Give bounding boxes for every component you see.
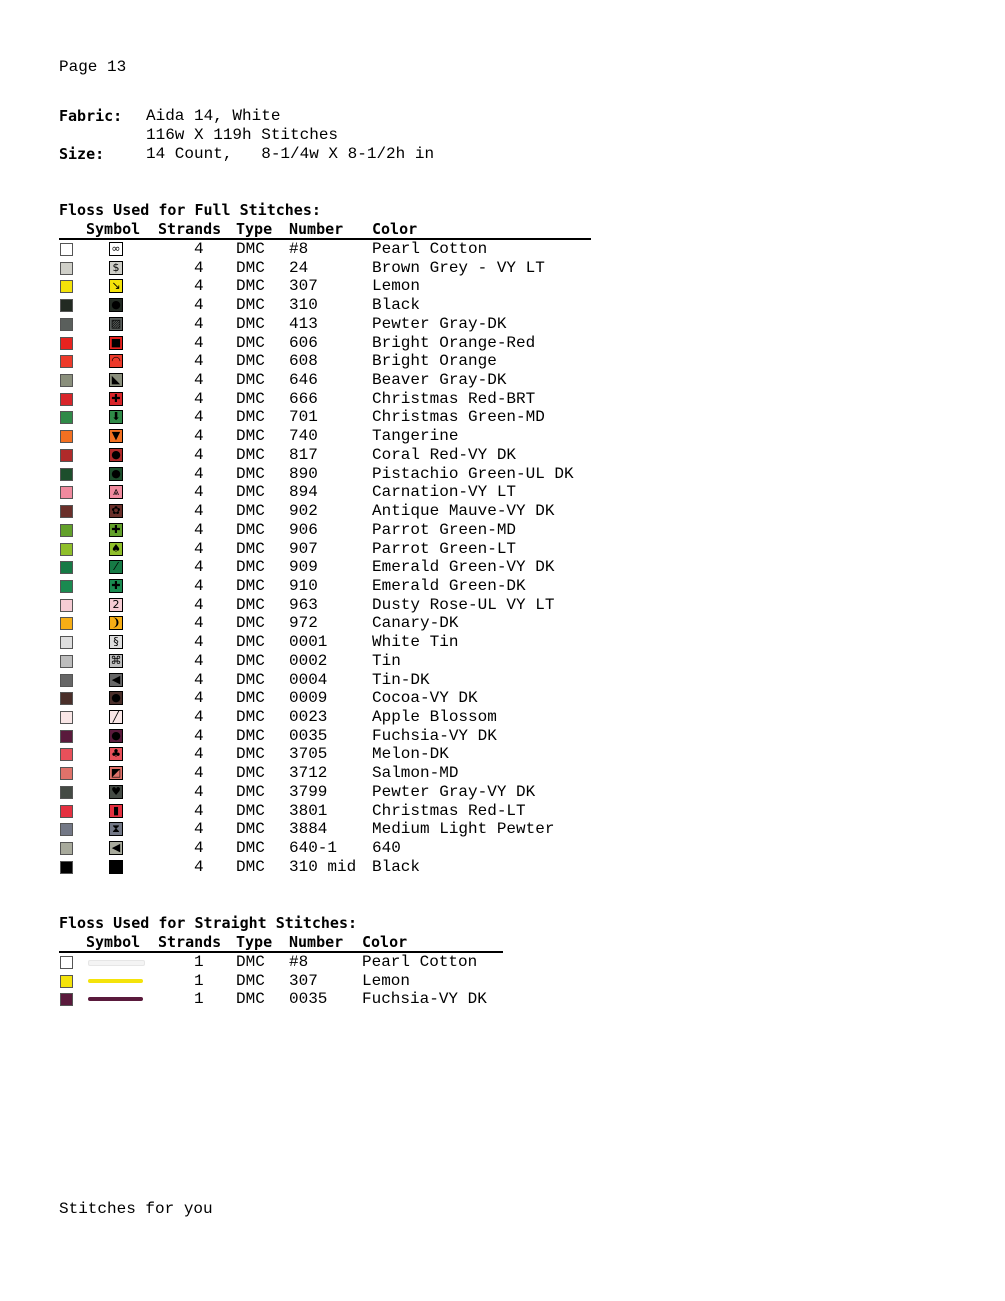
type-cell: DMC (236, 614, 265, 633)
stitch-line-sample (88, 960, 145, 966)
number-cell: 307 (289, 277, 318, 296)
table-row (0, 390, 1005, 409)
header-number: Number (289, 933, 344, 951)
type-cell: DMC (236, 708, 265, 726)
strands-cell: 4 (194, 764, 204, 783)
number-cell: 0004 (289, 670, 328, 689)
stitch-symbol-icon: ● (109, 729, 123, 743)
number-cell: 3712 (289, 764, 328, 783)
strands-cell: 4 (194, 408, 204, 427)
number-cell: 0009 (289, 689, 328, 708)
color-swatch (60, 692, 73, 705)
number-cell: 963 (289, 595, 318, 614)
footer-text: Stitches for you (59, 1200, 213, 1218)
stitch-symbol-icon: ↘ (109, 279, 123, 293)
color-name-cell: Bright Orange-Red (372, 333, 536, 352)
strands-cell: 4 (194, 801, 204, 820)
type-cell: DMC (236, 333, 265, 352)
color-swatch (60, 674, 73, 687)
strands-cell: 4 (194, 277, 204, 296)
color-swatch (60, 655, 73, 668)
color-name-cell: Parrot Green-LT (372, 539, 517, 558)
strands-cell: 4 (194, 258, 204, 277)
number-cell: 972 (289, 614, 318, 633)
number-cell: 646 (289, 371, 318, 390)
type-cell: DMC (236, 427, 265, 446)
stitch-line-sample (88, 997, 143, 1001)
type-cell: DMC (236, 651, 265, 670)
color-name-cell: Black (372, 296, 421, 315)
number-cell: 24 (289, 258, 309, 277)
strands-cell: 4 (194, 670, 204, 689)
type-cell: DMC (236, 745, 265, 764)
number-cell: 817 (289, 445, 318, 464)
color-name-cell: 640 (372, 839, 401, 858)
color-name-cell: Lemon (372, 277, 421, 296)
number-cell: #8 (289, 953, 309, 971)
number-cell: 909 (289, 558, 318, 577)
stitch-symbol-icon: ■ (110, 335, 122, 349)
color-name-cell: Antique Mauve-VY DK (372, 502, 555, 521)
stitch-symbol-icon: ╱ (109, 710, 123, 724)
fabric-label: Fabric: (59, 107, 123, 125)
color-swatch (60, 337, 73, 350)
stitch-symbol-icon: ● (109, 691, 123, 705)
table-row (0, 259, 1005, 278)
color-name-cell: Emerald Green-VY DK (372, 558, 555, 577)
strands-cell: 4 (194, 651, 204, 670)
stitch-symbol-icon: ● (109, 298, 123, 312)
color-swatch (60, 599, 73, 612)
stitch-symbol-icon: ◀ (109, 841, 123, 855)
type-cell: DMC (236, 258, 265, 277)
number-cell: 0023 (289, 708, 328, 726)
strands-cell: 4 (194, 576, 204, 595)
strands-cell: 4 (194, 314, 204, 333)
header-type: Type (236, 933, 273, 951)
header-symbol: Symbol (86, 933, 141, 951)
straight-stitches-title: Floss Used for Straight Stitches: (59, 914, 358, 932)
color-swatch (60, 805, 73, 818)
type-cell: DMC (236, 502, 265, 521)
color-swatch (60, 767, 73, 780)
color-name-cell: Black (372, 857, 421, 876)
color-swatch (60, 486, 73, 499)
size-value: 14 Count, 8-1/4w X 8-1/2h in (146, 145, 435, 163)
strands-cell: 4 (194, 352, 204, 371)
color-swatch (60, 711, 73, 724)
type-cell: DMC (236, 782, 265, 801)
stitch-symbol-icon: ▮ (109, 804, 123, 818)
strands-cell: 4 (194, 333, 204, 352)
type-cell: DMC (236, 839, 265, 858)
color-swatch (60, 823, 73, 836)
header-symbol: Symbol (86, 220, 141, 238)
table-row (0, 671, 1005, 690)
stitch-symbol-icon: ✿ (109, 504, 123, 518)
color-name-cell: Tin-DK (372, 670, 430, 689)
number-cell: 0035 (289, 726, 328, 745)
color-swatch (60, 543, 73, 556)
number-cell: 0035 (289, 990, 328, 1009)
strands-cell: 4 (194, 745, 204, 764)
table-row (0, 540, 1005, 559)
table-row (0, 783, 1005, 802)
number-cell: 907 (289, 539, 318, 558)
type-cell: DMC (236, 445, 265, 464)
stitch-symbol-icon: ▼ (109, 429, 123, 443)
table-row (0, 427, 1005, 446)
color-name-cell: Fuchsia-VY DK (362, 990, 487, 1009)
table-row (0, 820, 1005, 839)
table-row (0, 446, 1005, 465)
stitch-symbol-icon: ◣ (109, 373, 123, 387)
strands-cell: 4 (194, 839, 204, 858)
type-cell: DMC (236, 296, 265, 315)
number-cell: 640-1 (289, 839, 338, 858)
stitch-symbol-icon: ● (109, 448, 123, 462)
color-name-cell: Emerald Green-DK (372, 576, 526, 595)
number-cell: 894 (289, 483, 318, 502)
table-row (0, 614, 1005, 633)
type-cell: DMC (236, 801, 265, 820)
number-cell: 902 (289, 502, 318, 521)
stitch-symbol-icon: ♠ (109, 542, 123, 556)
type-cell: DMC (236, 990, 265, 1009)
strands-cell: 4 (194, 726, 204, 745)
strands-cell: 4 (194, 371, 204, 390)
type-cell: DMC (236, 389, 265, 408)
type-cell: DMC (236, 408, 265, 427)
type-cell: DMC (236, 314, 265, 333)
color-swatch (60, 580, 73, 593)
type-cell: DMC (236, 240, 265, 258)
number-cell: 310 (289, 296, 318, 315)
table-row (0, 521, 1005, 540)
number-cell: 608 (289, 352, 318, 371)
number-cell: 3801 (289, 801, 328, 820)
strands-cell: 4 (194, 520, 204, 539)
table-row (0, 764, 1005, 783)
color-swatch (60, 393, 73, 406)
table-row (0, 839, 1005, 858)
strands-cell: 4 (194, 857, 204, 876)
color-swatch (60, 617, 73, 630)
stitch-symbol-icon: ▨ (110, 316, 122, 330)
color-swatch (60, 524, 73, 537)
number-cell: 906 (289, 520, 318, 539)
color-swatch (60, 430, 73, 443)
type-cell: DMC (236, 352, 265, 371)
color-swatch (60, 975, 73, 988)
number-cell: 0002 (289, 651, 328, 670)
table-row (0, 689, 1005, 708)
table-row (0, 708, 1005, 727)
header-strands: Strands (158, 933, 222, 951)
color-name-cell: Brown Grey - VY LT (372, 258, 545, 277)
header-number: Number (289, 220, 344, 238)
stitch-symbol-icon: ● (109, 467, 123, 481)
number-cell: 666 (289, 389, 318, 408)
color-name-cell: Pewter Gray-DK (372, 314, 507, 333)
stitch-symbol-icon: ◠ (109, 354, 123, 368)
strands-cell: 1 (194, 990, 204, 1009)
type-cell: DMC (236, 971, 265, 990)
number-cell: 3884 (289, 820, 328, 839)
strands-cell: 4 (194, 389, 204, 408)
type-cell: DMC (236, 689, 265, 708)
color-name-cell: Pistachio Green-UL DK (372, 464, 574, 483)
color-swatch (60, 748, 73, 761)
table-row (0, 408, 1005, 427)
stitch-symbol-icon: ⧗ (109, 822, 123, 836)
stitch-symbol-icon: ♥ (109, 785, 123, 799)
number-cell: 740 (289, 427, 318, 446)
table-row (0, 465, 1005, 484)
stitch-symbol-icon: ◀ (109, 673, 123, 687)
number-cell: 910 (289, 576, 318, 595)
strands-cell: 4 (194, 614, 204, 633)
number-cell: 413 (289, 314, 318, 333)
type-cell: DMC (236, 558, 265, 577)
stitch-symbol-icon: ⬇ (109, 410, 123, 424)
table-row (0, 483, 1005, 502)
header-color: Color (362, 933, 408, 951)
table-row (0, 577, 1005, 596)
color-swatch (60, 842, 73, 855)
table-row (0, 240, 1005, 259)
table-row (0, 296, 1005, 315)
type-cell: DMC (236, 857, 265, 876)
type-cell: DMC (236, 464, 265, 483)
color-name-cell: Tangerine (372, 427, 459, 446)
strands-cell: 1 (194, 953, 204, 971)
number-cell: 0001 (289, 633, 328, 652)
table-row (0, 953, 1005, 972)
color-name-cell: Bright Orange (372, 352, 497, 371)
stitch-symbol-icon: ✚ (109, 392, 123, 406)
color-swatch (60, 561, 73, 574)
type-cell: DMC (236, 764, 265, 783)
color-swatch (60, 861, 73, 874)
color-name-cell: Beaver Gray-DK (372, 371, 507, 390)
color-name-cell: Christmas Green-MD (372, 408, 545, 427)
table-row (0, 277, 1005, 296)
type-cell: DMC (236, 576, 265, 595)
number-cell: 701 (289, 408, 318, 427)
strands-cell: 4 (194, 820, 204, 839)
stitch-symbol-icon: ♣ (109, 747, 123, 761)
number-cell: 3799 (289, 782, 328, 801)
strands-cell: 4 (194, 539, 204, 558)
strands-cell: 4 (194, 633, 204, 652)
color-name-cell: Pearl Cotton (372, 240, 488, 258)
header-strands: Strands (158, 220, 222, 238)
stitch-symbol-icon: 2 (109, 598, 123, 612)
table-row (0, 727, 1005, 746)
fabric-stitches: 116w X 119h Stitches (146, 126, 339, 144)
stitch-symbol-icon: ∞ (109, 242, 123, 256)
color-name-cell: Dusty Rose-UL VY LT (372, 595, 555, 614)
color-name-cell: Cocoa-VY DK (372, 689, 478, 708)
type-cell: DMC (236, 520, 265, 539)
color-swatch (60, 318, 73, 331)
color-name-cell: Pewter Gray-VY DK (372, 782, 536, 801)
strands-cell: 4 (194, 464, 204, 483)
color-name-cell: Melon-DK (372, 745, 449, 764)
stitch-symbol-icon: ❩ (109, 616, 123, 630)
full-stitches-title: Floss Used for Full Stitches: (59, 201, 321, 219)
stitch-symbol-icon: ✚ (109, 523, 123, 537)
strands-cell: 4 (194, 708, 204, 726)
header-type: Type (236, 220, 273, 238)
color-name-cell: Parrot Green-MD (372, 520, 517, 539)
type-cell: DMC (236, 371, 265, 390)
color-name-cell: Christmas Red-LT (372, 801, 526, 820)
strands-cell: 4 (194, 427, 204, 446)
stitch-line-sample (88, 979, 143, 983)
stitch-symbol-icon: $ (109, 261, 123, 275)
color-swatch (60, 468, 73, 481)
color-name-cell: Apple Blossom (372, 708, 497, 726)
color-name-cell: Medium Light Pewter (372, 820, 555, 839)
table-row (0, 652, 1005, 671)
color-swatch (60, 411, 73, 424)
table-row (0, 315, 1005, 334)
color-name-cell: Carnation-VY LT (372, 483, 517, 502)
color-swatch (60, 243, 73, 256)
stitch-symbol-icon: ⩓ (109, 485, 123, 499)
color-name-cell: Salmon-MD (372, 764, 459, 783)
color-name-cell: Tin (372, 651, 401, 670)
table-row (0, 596, 1005, 615)
page-label: Page 13 (59, 58, 127, 76)
number-cell: 890 (289, 464, 318, 483)
number-cell: 3705 (289, 745, 328, 764)
table-row (0, 502, 1005, 521)
color-name-cell: Coral Red-VY DK (372, 445, 517, 464)
strands-cell: 4 (194, 689, 204, 708)
stitch-symbol-icon: ⌘ (110, 653, 122, 667)
number-cell: 606 (289, 333, 318, 352)
strands-cell: 4 (194, 558, 204, 577)
type-cell: DMC (236, 483, 265, 502)
color-name-cell: Lemon (362, 971, 411, 990)
table-row (0, 745, 1005, 764)
table-row (0, 633, 1005, 652)
strands-cell: 4 (194, 240, 204, 258)
table-row (0, 990, 1005, 1009)
color-swatch (60, 993, 73, 1006)
color-swatch (60, 730, 73, 743)
color-swatch (60, 280, 73, 293)
type-cell: DMC (236, 726, 265, 745)
type-cell: DMC (236, 277, 265, 296)
table-row (0, 352, 1005, 371)
color-name-cell: White Tin (372, 633, 459, 652)
color-name-cell: Pearl Cotton (362, 953, 478, 971)
type-cell: DMC (236, 539, 265, 558)
strands-cell: 1 (194, 971, 204, 990)
strands-cell: 4 (194, 595, 204, 614)
strands-cell: 4 (194, 502, 204, 521)
color-swatch (60, 956, 73, 969)
strands-cell: 4 (194, 782, 204, 801)
number-cell: #8 (289, 240, 309, 258)
table-row (0, 558, 1005, 577)
type-cell: DMC (236, 670, 265, 689)
number-cell: 307 (289, 971, 318, 990)
color-swatch (60, 786, 73, 799)
stitch-symbol-icon: ⁄ (109, 560, 123, 574)
type-cell: DMC (236, 820, 265, 839)
color-swatch (60, 262, 73, 275)
color-swatch (60, 299, 73, 312)
type-cell: DMC (236, 953, 265, 971)
table-row (0, 858, 1005, 877)
stitch-symbol-icon: ✚ (109, 579, 123, 593)
fabric-value: Aida 14, White (146, 107, 281, 125)
table-row (0, 802, 1005, 821)
type-cell: DMC (236, 633, 265, 652)
type-cell: DMC (236, 595, 265, 614)
color-swatch (60, 505, 73, 518)
strands-cell: 4 (194, 296, 204, 315)
stitch-symbol-icon: ■ (110, 859, 122, 873)
stitch-symbol-icon: ◩ (110, 766, 122, 780)
color-swatch (60, 449, 73, 462)
color-swatch (60, 374, 73, 387)
color-name-cell: Christmas Red-BRT (372, 389, 536, 408)
stitch-symbol-icon: § (109, 635, 123, 649)
table-row (0, 334, 1005, 353)
color-name-cell: Canary-DK (372, 614, 459, 633)
strands-cell: 4 (194, 445, 204, 464)
strands-cell: 4 (194, 483, 204, 502)
table-row (0, 371, 1005, 390)
color-swatch (60, 355, 73, 368)
color-swatch (60, 636, 73, 649)
table-row (0, 972, 1005, 991)
number-cell: 310 mid (289, 857, 357, 876)
size-label: Size: (59, 145, 105, 163)
color-name-cell: Fuchsia-VY DK (372, 726, 497, 745)
header-color: Color (372, 220, 418, 238)
